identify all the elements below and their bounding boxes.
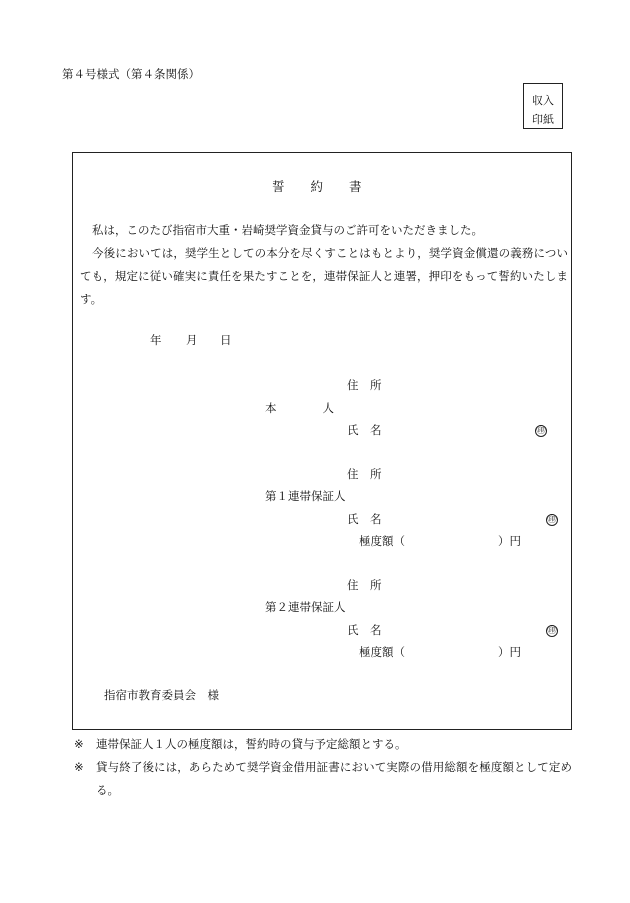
body-paragraph-1 (80, 219, 568, 242)
note-2-mark: ※ (74, 760, 84, 774)
guarantor2-limit-yen: ）円 (498, 645, 521, 659)
stamp-label-line1: 収入 (532, 94, 554, 107)
self-address-label: 住 所 (347, 378, 382, 392)
stamp-label-line2: 印紙 (532, 113, 554, 126)
guarantor1-seal-mark: ㊞ (547, 515, 557, 525)
note-1-text: 連帯保証人１人の極度額は，誓約時の貸与予定総額とする。 (96, 737, 407, 751)
document-title: 誓約書 (272, 179, 388, 194)
paragraph-2-text: 今後においては，奨学生としての本分を尽くすことはもとより，奨学資金償還の義務についても，規定に従い確実に責任を果たすことを，連帯保証人と連署，押印をもって誓約いたします。 (80, 246, 568, 306)
guarantor2-name-label: 氏 名 (347, 623, 382, 637)
guarantor2-label: 第２連帯保証人 (265, 600, 346, 614)
guarantor2-seal-mark: ㊞ (547, 626, 557, 636)
guarantor2-limit-label: 極度額（ (359, 645, 405, 659)
note-2-text: 貸与終了後には，あらためて奨学資金借用証書において実際の借用総額を極度額として定める。 (96, 760, 572, 797)
form-number: 第４号様式（第４条関係） (62, 67, 200, 81)
guarantor1-limit-yen: ）円 (498, 534, 521, 548)
addressee: 指宿市教育委員会 様 (104, 688, 219, 702)
self-label: 本 人 (265, 401, 334, 415)
self-name-label: 氏 名 (347, 423, 382, 437)
guarantor1-limit-label: 極度額（ (359, 534, 405, 548)
date-month: 月 (186, 333, 198, 347)
date-year: 年 (150, 333, 162, 347)
self-seal-mark: ㊞ (536, 426, 546, 436)
body-paragraph-2 (80, 242, 568, 311)
note-1 (74, 733, 574, 756)
guarantor2-address-label: 住 所 (347, 578, 382, 592)
note-2 (74, 756, 574, 802)
date-day: 日 (220, 333, 232, 347)
guarantor1-address-label: 住 所 (347, 467, 382, 481)
guarantor1-label: 第１連帯保証人 (265, 489, 346, 503)
note-1-mark: ※ (74, 737, 84, 751)
guarantor1-name-label: 氏 名 (347, 512, 382, 526)
paragraph-1-text: 私は，このたび指宿市大重・岩崎奨学資金貸与のご許可をいただきました。 (92, 223, 483, 237)
revenue-stamp-box (523, 83, 563, 129)
